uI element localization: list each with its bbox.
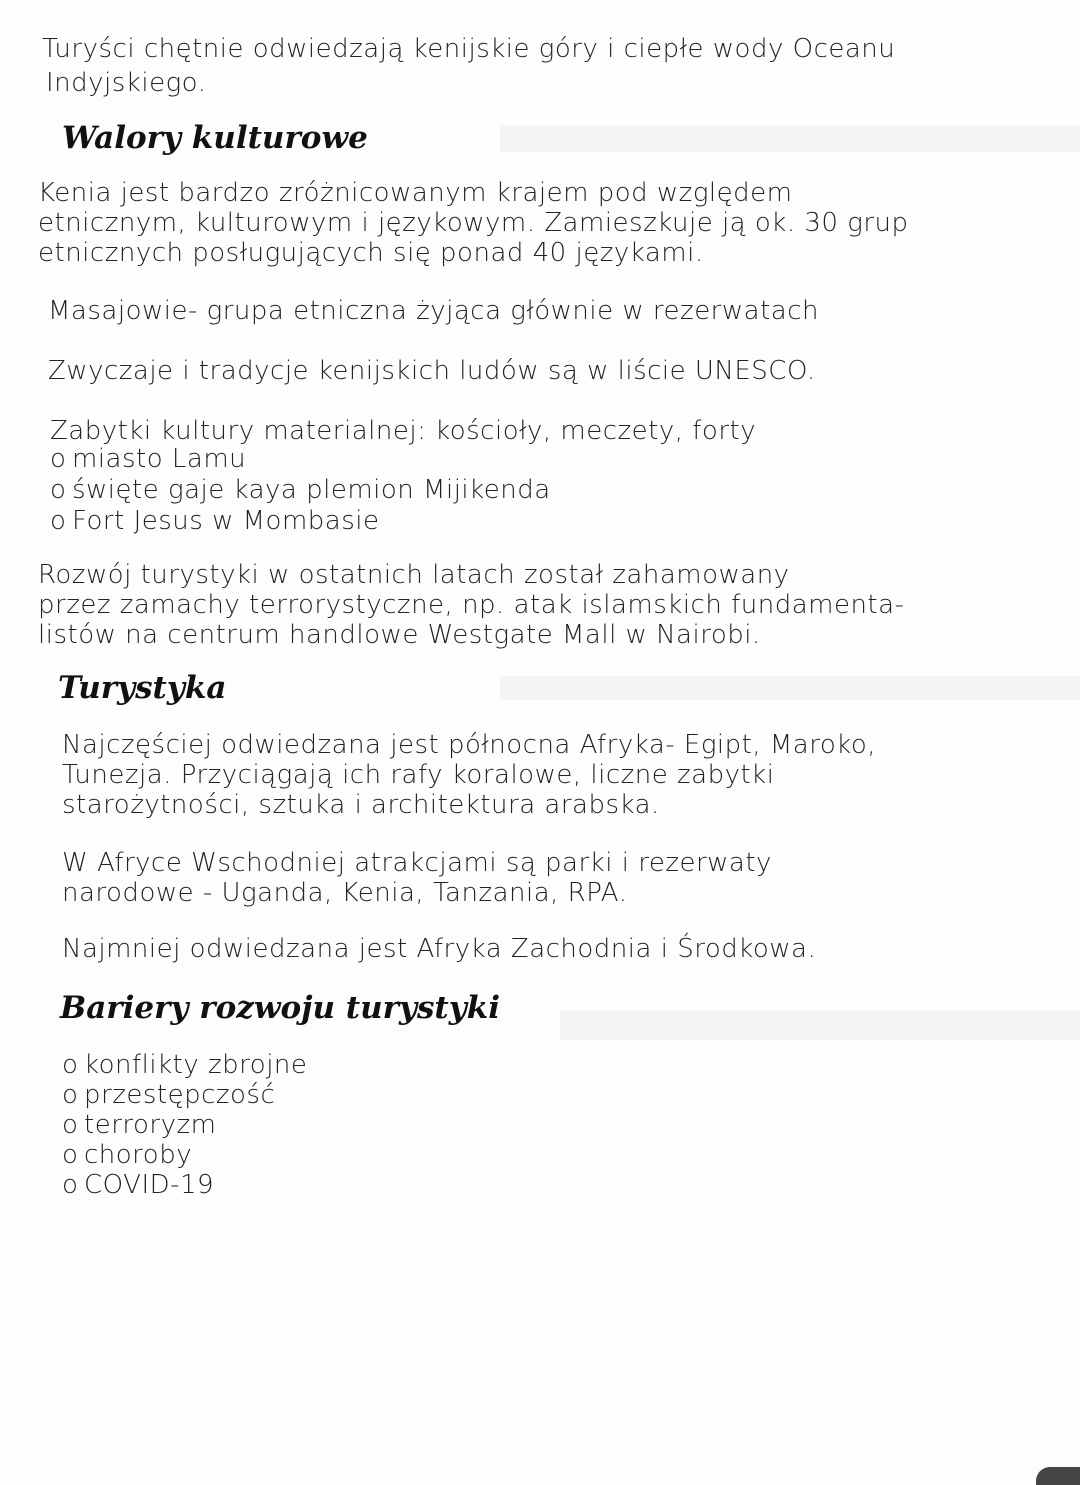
tourism-north-line-2: Tunezja. Przyciągają ich rafy koralowe, liczne zabytki [62, 760, 775, 790]
list-item: o COVID-19 [62, 1170, 215, 1200]
barriers-list [62, 1050, 307, 1200]
development-line-1: Rozwój turystyki w ostatnich latach został zahamowany [38, 560, 790, 590]
intro-line-2: Indyjskiego. [46, 68, 207, 98]
monuments-title: Zabytki kultury materialnej: kościoły, meczety, forty [50, 416, 757, 446]
intro-line-1: Turyści chętnie odwiedzają kenijskie góry i ciepłe wody Oceanu [42, 34, 896, 64]
list-item: o konflikty zbrojne [62, 1050, 308, 1080]
heading-tourism: Turystyka [58, 670, 227, 706]
bullet-icon: o [62, 1110, 79, 1140]
bullet-icon: o [62, 1050, 79, 1080]
list-item: o przestępczość [62, 1080, 276, 1110]
list-item: o terroryzm [62, 1110, 217, 1140]
list-item: o święte gaje kaya plemion Mijikenda [50, 475, 551, 505]
bleed-through-band [500, 126, 1080, 152]
tourism-west-line: Najmniej odwiedzana jest Afryka Zachodnia i Środkowa. [62, 934, 817, 964]
bullet-icon: o [62, 1080, 79, 1110]
list-item: o miasto Lamu [50, 444, 247, 474]
heading-barriers: Bariery rozwoju turystyki [60, 990, 501, 1026]
bullet-icon: o [62, 1170, 79, 1200]
tourism-east-line-2: narodowe - Uganda, Kenia, Tanzania, RPA. [62, 878, 628, 908]
tourism-east-line-1: W Afryce Wschodniej atrakcjami są parki i rezerwaty [62, 848, 772, 878]
bullet-icon: o [50, 444, 67, 474]
monuments-list [50, 444, 551, 537]
unesco-line: Zwyczaje i tradycje kenijskich ludów są w liście UNESCO. [48, 356, 816, 386]
cultural-paragraph-line-2: etnicznym, kulturowym i językowym. Zamieszkuje ją ok. 30 grup [38, 208, 909, 238]
tourism-north-line-1: Najczęściej odwiedzana jest północna Afryka- Egipt, Maroko, [62, 730, 877, 760]
heading-cultural-values: Walory kulturowe [62, 120, 368, 156]
tourism-north-line-3: starożytności, sztuka i architektura arabska. [62, 790, 660, 820]
development-line-2: przez zamachy terrorystyczne, np. atak islamskich fundamenta- [38, 590, 905, 620]
development-line-3: listów na centrum handlowe Westgate Mall w Nairobi. [38, 620, 761, 650]
cultural-paragraph-line-3: etnicznych posługujących się ponad 40 językami. [38, 238, 704, 268]
list-item: o choroby [62, 1140, 193, 1170]
scan-edge-mark [1036, 1467, 1080, 1485]
masai-line: Masajowie- grupa etniczna żyjąca głównie w rezerwatach [48, 296, 819, 326]
bullet-icon: o [50, 506, 67, 536]
cultural-paragraph-line-1: Kenia jest bardzo zróżnicowanym krajem pod względem [38, 178, 793, 208]
bleed-through-band [500, 676, 1080, 700]
bullet-icon: o [50, 475, 67, 505]
bullet-icon: o [62, 1140, 79, 1170]
bleed-through-band [560, 1010, 1080, 1040]
list-item: o Fort Jesus w Mombasie [50, 506, 380, 536]
